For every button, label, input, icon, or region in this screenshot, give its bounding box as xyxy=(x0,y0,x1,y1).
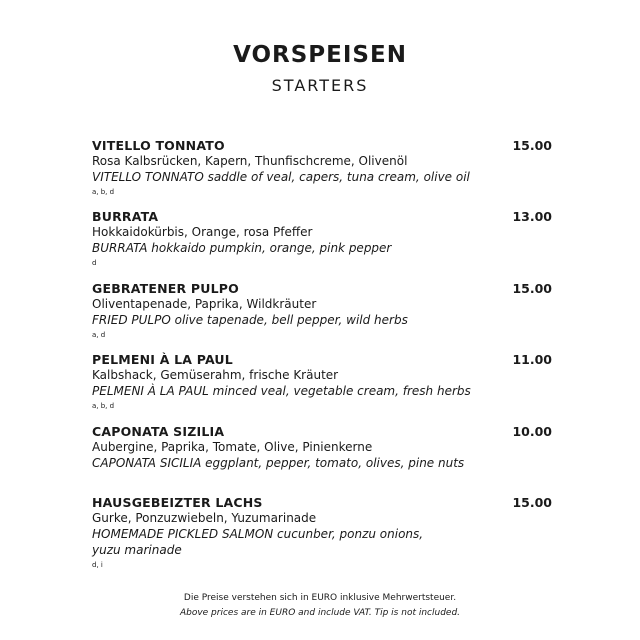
item-description-en: CAPONATA SICILIA eggplant, pepper, tomato, olives, pine nuts xyxy=(92,456,465,470)
item-description-de: Gurke, Ponzuzwiebeln, Yuzumarinade xyxy=(92,511,317,525)
item-name: CAPONATA SIZILIA xyxy=(92,424,225,439)
footer-note-en: Above prices are in EURO and include VAT. Tip is not included. xyxy=(179,608,461,618)
item-name: GEBRATENER PULPO xyxy=(92,281,239,296)
item-description-de: Aubergine, Paprika, Tomate, Olive, Pinienkerne xyxy=(92,440,373,454)
item-name: VITELLO TONNATO xyxy=(92,138,225,153)
item-allergens: a, b, d xyxy=(92,188,115,196)
menu-item xyxy=(92,138,552,197)
item-description-en: HOMEMADE PICKLED SALMON cucunber, ponzu onions, xyxy=(92,527,424,541)
item-description-en-continued: yuzu marinade xyxy=(92,543,182,557)
item-price: 15.00 xyxy=(512,495,552,510)
item-description-de: Rosa Kalbsrücken, Kapern, Thunfischcreme, Olivenöl xyxy=(92,154,408,168)
item-price: 13.00 xyxy=(512,209,552,224)
item-description-en: PELMENI À LA PAUL minced veal, vegetable cream, fresh herbs xyxy=(92,384,471,398)
item-description-en: BURRATA hokkaido pumpkin, orange, pink pepper xyxy=(92,241,392,255)
item-allergens: d, i xyxy=(92,561,103,569)
item-description-en: FRIED PULPO olive tapenade, bell pepper, wild herbs xyxy=(92,313,408,327)
item-price: 15.00 xyxy=(512,281,552,296)
menu-item xyxy=(92,352,552,411)
item-description-de: Hokkaidokürbis, Orange, rosa Pfeffer xyxy=(92,225,313,239)
item-price: 11.00 xyxy=(512,352,552,367)
item-description-de: Oliventapenade, Paprika, Wildkräuter xyxy=(92,297,317,311)
item-price: 10.00 xyxy=(512,424,552,439)
item-name: BURRATA xyxy=(92,209,159,224)
menu-item xyxy=(92,209,552,268)
item-description-de: Kalbshack, Gemüserahm, frische Kräuter xyxy=(92,368,339,382)
menu-item xyxy=(92,281,552,340)
page-title: VORSPEISEN xyxy=(233,42,407,68)
item-allergens: d xyxy=(92,259,97,267)
item-name: PELMENI À LA PAUL xyxy=(92,352,233,367)
menu-item xyxy=(92,424,552,471)
item-allergens: a, d xyxy=(92,331,106,339)
page-subtitle: STARTERS xyxy=(271,76,369,95)
item-price: 15.00 xyxy=(512,138,552,153)
item-description-en: VITELLO TONNATO saddle of veal, capers, tuna cream, olive oil xyxy=(92,170,470,184)
item-name: HAUSGEBEIZTER LACHS xyxy=(92,495,263,510)
footer-note-de: Die Preise verstehen sich in EURO inklusive Mehrwertsteuer. xyxy=(183,593,457,603)
menu-item xyxy=(92,495,552,570)
item-allergens: a, b, d xyxy=(92,402,115,410)
